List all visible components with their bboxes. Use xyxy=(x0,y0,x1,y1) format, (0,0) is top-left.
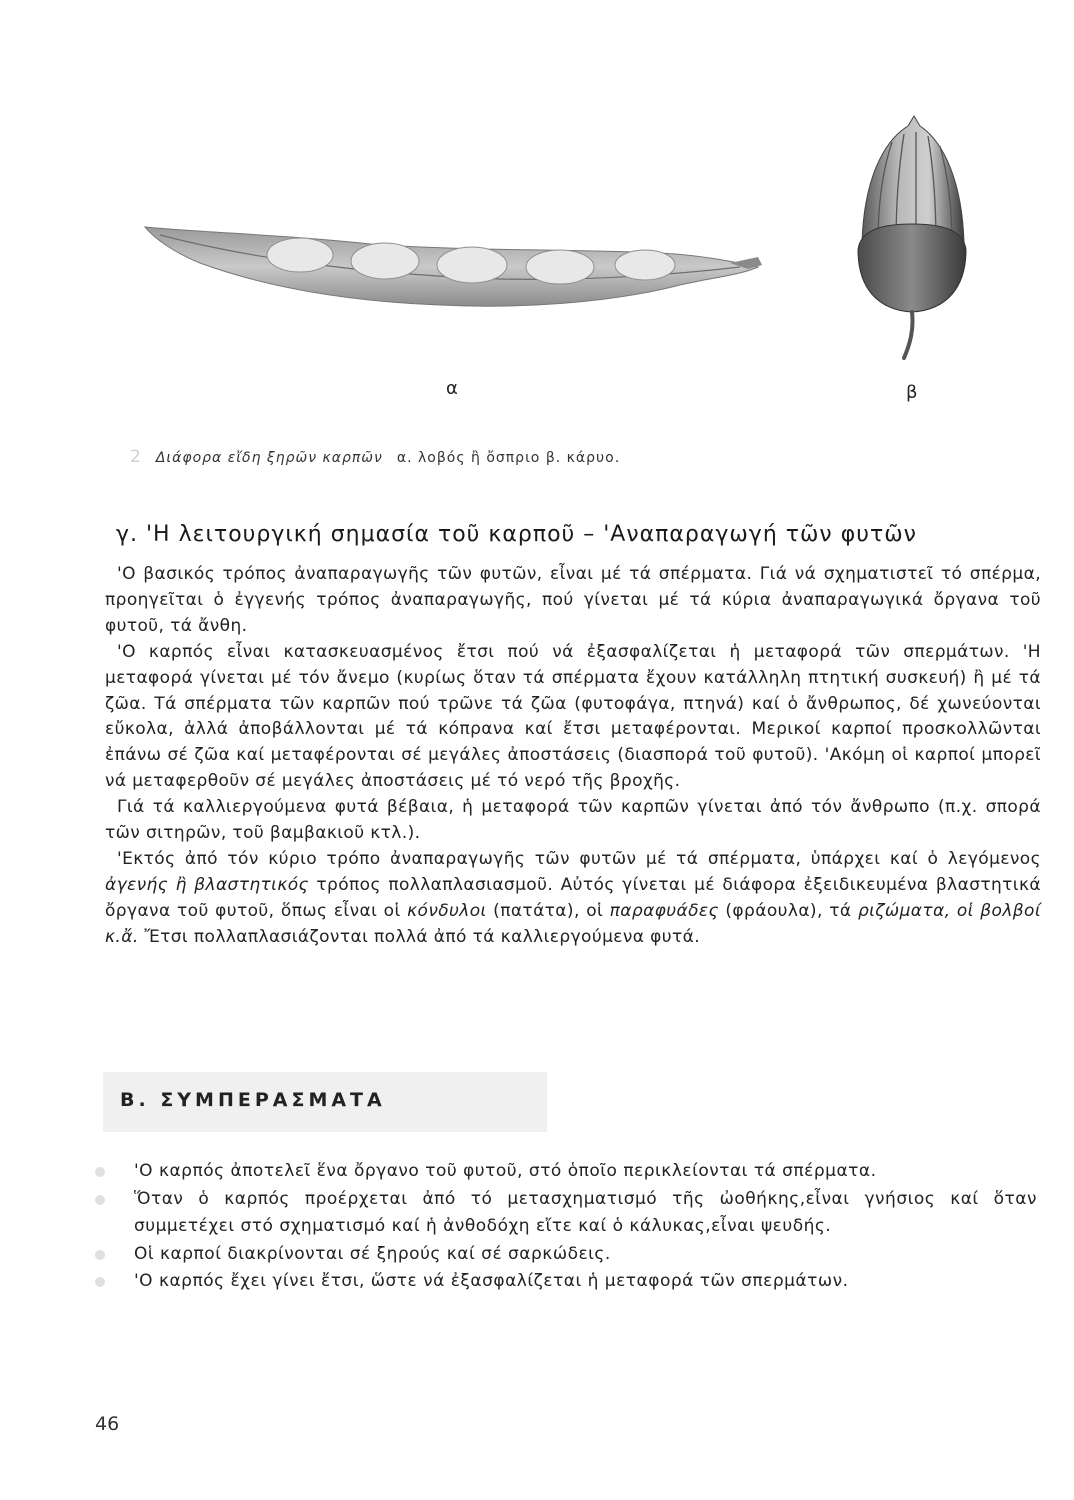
list-item-text: 'Ο καρπός ἔχει γίνει ἔτσι, ὥστε νά ἐξασφαλίζεται ἡ μεταφορά τῶν σπερμάτων. xyxy=(134,1271,849,1291)
p4-term-asexual: ἀγενής ἢ βλαστητικός xyxy=(105,874,309,895)
p4-term-tubers: κόνδυλοι xyxy=(407,900,487,921)
body-text xyxy=(105,562,1041,951)
acorn-illustration xyxy=(852,112,972,360)
figure-label-b: β xyxy=(906,382,918,403)
list-item xyxy=(95,1268,1037,1296)
figure-label-a: α xyxy=(446,378,458,399)
section-heading: γ. 'Η λειτουργική σημασία τοῦ καρποῦ – 'Αναπαραγωγή τῶν φυτῶν xyxy=(116,522,917,547)
figure-caption xyxy=(130,447,620,467)
p4-text-1: 'Εκτός ἀπό τόν κύριο τρόπο ἀναπαραγωγῆς τῶν φυτῶν μέ τά σπέρματα, ὑπάρχει καί ὁ λεγόμενος xyxy=(117,848,1041,869)
bullet-dot-icon xyxy=(95,1167,105,1177)
list-item xyxy=(95,1186,1037,1241)
list-item-text: 'Ο καρπός ἀποτελεῖ ἕνα ὄργανο τοῦ φυτοῦ, στό ὁποῖο περικλείονται τά σπέρματα. xyxy=(134,1161,877,1181)
page-number: 46 xyxy=(95,1413,120,1435)
pea-pod-illustration xyxy=(140,205,765,320)
bullet-dot-icon xyxy=(95,1250,105,1260)
paragraph-1: 'Ο βασικός τρόπος ἀναπαραγωγῆς τῶν φυτῶν, εἶναι μέ τά σπέρματα. Γιά νά σχηματιστεῖ τό σπέρμα, προηγεῖται ὁ ἐγγενής τρόπος ἀναπαραγωγῆς, πού γίνεται μέ τά κύρια ἀναπαραγωγικά ὄργανα τοῦ φυτοῦ, τά ἄνθη. xyxy=(105,564,1041,636)
conclusions-list xyxy=(95,1158,1037,1296)
list-item xyxy=(95,1158,1037,1186)
paragraph-4 xyxy=(105,847,1041,951)
bullet-dot-icon xyxy=(95,1195,105,1205)
list-item-text: Οἱ καρποί διακρίνονται σέ ξηρούς καί σέ σαρκώδεις. xyxy=(134,1243,611,1264)
bullet-dot-icon xyxy=(95,1277,105,1287)
caption-number: 2 xyxy=(130,447,142,467)
p4-term-rhizomes: ριζώματα, οἱ βολβοί κ.ἄ. xyxy=(105,900,1042,947)
p4-text-4: (φράουλα), τά xyxy=(725,900,852,921)
caption-title: Διάφορα εἴδη ξηρῶν καρπῶν xyxy=(155,450,383,466)
p4-text-5: Ἔτσι πολλαπλασιάζονται πολλά ἀπό τά καλλιεργούμενα φυτά. xyxy=(144,926,701,947)
paragraph-2: 'Ο καρπός εἶναι κατασκευασμένος ἔτσι πού νά ἐξασφαλίζεται ἡ μεταφορά τῶν σπερμάτων. 'Η μεταφορά γίνεται μέ τόν ἄνεμο (κυρίως ὅταν τά σπέρματα ἔχουν κατάλληλη πτητική συσκευή) ἢ μέ τά ζῶα. Τά σπέρματα τῶν καρπῶν πού τρῶνε τά ζῶα (φυτοφάγα, πτηνά) καί ὁ ἄνθρωπος, δέ χωνεύονται εὔκολα, ἀλλά ἀποβάλλονται μέ τά κόπρανα καί ἔτσι μεταφέρονται. Μερικοί καρποί προσκολλῶνται ἐπάνω σέ ζῶα καί μεταφέρονται σέ μεγάλες ἀποστάσεις (διασπορά τοῦ φυτοῦ). 'Ακόμη οἱ καρποί μπορεῖ νά μεταφερθοῦν σέ μεγάλες ἀποστάσεις μέ τό νερό τῆς βροχῆς. xyxy=(105,641,1041,792)
list-item-text: Ὅταν ὁ καρπός προέρχεται ἀπό τό μετασχηματισμό τῆς ὠοθήκης,εἶναι γνήσιος καί ὅταν συμμετέχει στό σχηματισμό καί ἡ ἀνθοδόχη εἴτε καί ὁ κάλυκας,εἶναι ψευδής. xyxy=(134,1188,1037,1236)
paragraph-3: Γιά τά καλλιεργούμενα φυτά βέβαια, ἡ μεταφορά τῶν καρπῶν γίνεται ἀπό τόν ἄνθρωπο (π.χ. σπορά τῶν σιτηρῶν, τοῦ βαμβακιοῦ κτλ.). xyxy=(105,797,1041,844)
caption-parts: α. λοβός ἢ ὄσπριο β. κάρυο. xyxy=(396,450,621,466)
list-item xyxy=(95,1241,1037,1269)
conclusions-title: Β. ΣΥΜΠΕΡΑΣΜΑΤΑ xyxy=(120,1089,386,1111)
p4-text-2: τρόπος πολλαπλασιασμοῦ. Αὐτός γίνεται μέ διάφορα ἐξειδικευμένα βλαστητικά ὄργανα τοῦ φυτοῦ, ὅπως εἶναι οἱ xyxy=(105,874,1041,921)
p4-text-3: (πατάτα), οἱ xyxy=(493,900,604,921)
p4-term-runners: παραφυάδες xyxy=(609,900,719,921)
